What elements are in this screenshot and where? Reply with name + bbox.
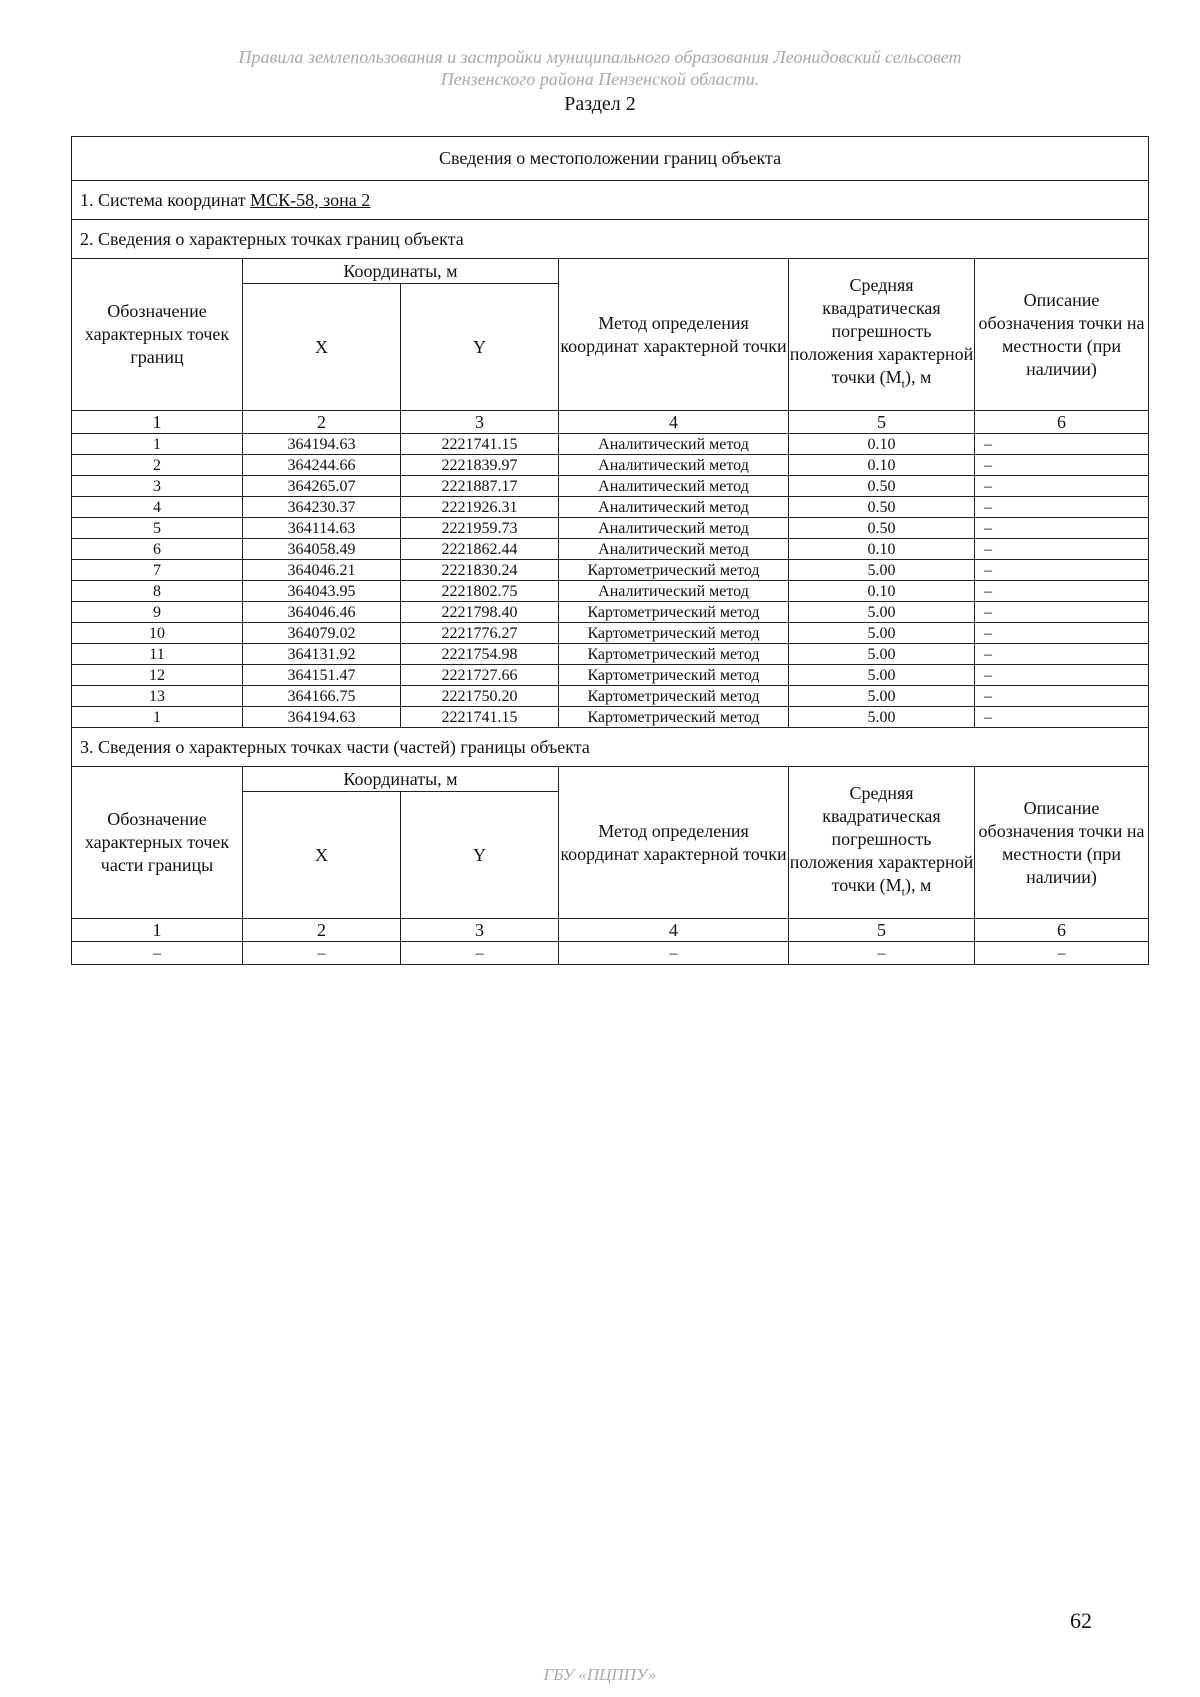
y-cell: 2221798.40 [401, 602, 559, 623]
y-cell: 2221741.15 [401, 434, 559, 455]
header-line-2: Пензенского района Пензенской области. [440, 69, 760, 89]
error-cell: 5.00 [789, 707, 975, 728]
error-cell: 5.00 [789, 665, 975, 686]
error-cell: 5.00 [789, 602, 975, 623]
error-cell: 0.50 [789, 497, 975, 518]
point-name-cell: 13 [72, 686, 243, 707]
points-section-title-row [72, 220, 1149, 259]
point-name-cell: 6 [72, 539, 243, 560]
part-header-error-unit: ), м [905, 874, 932, 895]
description-cell: – [975, 686, 1149, 707]
y-cell: 2221727.66 [401, 665, 559, 686]
method-cell: Аналитический метод [559, 539, 789, 560]
points-section-title: 2. Сведения о характерных точках границ объекта [72, 220, 1149, 259]
coord-system-label: 1. Система координат [80, 189, 251, 210]
part-header-error [789, 767, 975, 919]
point-name-cell: 2 [72, 455, 243, 476]
y-cell: 2221754.98 [401, 644, 559, 665]
table-title: Сведения о местоположении границ объекта [72, 137, 1149, 181]
y-cell: 2221959.73 [401, 518, 559, 539]
column-number-row [72, 411, 1149, 434]
point-name-cell: 10 [72, 623, 243, 644]
part-column-number: 4 [559, 919, 789, 942]
x-cell: 364151.47 [243, 665, 401, 686]
error-cell: – [789, 942, 975, 965]
part-header-x: X [243, 792, 401, 919]
description-cell: – [975, 644, 1149, 665]
error-cell: 0.10 [789, 581, 975, 602]
column-number: 2 [243, 411, 401, 434]
method-cell: Картометрический метод [559, 686, 789, 707]
x-cell: – [243, 942, 401, 965]
error-cell: 0.50 [789, 518, 975, 539]
header-method: Метод определения координат характерной точки [559, 259, 789, 411]
table-row [72, 665, 1149, 686]
table-row [72, 560, 1149, 581]
method-cell: Картометрический метод [559, 644, 789, 665]
header-line-1: Правила землепользования и застройки муниципального образования Леонидовский сельсовет [238, 47, 962, 67]
column-number: 3 [401, 411, 559, 434]
y-cell: 2221830.24 [401, 560, 559, 581]
method-cell: – [559, 942, 789, 965]
point-name-cell: – [72, 942, 243, 965]
table-row [72, 623, 1149, 644]
point-name-cell: 7 [72, 560, 243, 581]
method-cell: Картометрический метод [559, 665, 789, 686]
description-cell: – [975, 455, 1149, 476]
part-header-point-name: Обозначение характерных точек части границы [72, 767, 243, 919]
description-cell: – [975, 581, 1149, 602]
header-error-sub: t [901, 376, 906, 391]
point-name-cell: 8 [72, 581, 243, 602]
point-name-cell: 9 [72, 602, 243, 623]
description-cell: – [975, 518, 1149, 539]
part-header-error-main: Средняя квадратическая погрешность положения характерной точки (M [789, 782, 974, 895]
column-number: 5 [789, 411, 975, 434]
coord-system-cell [72, 181, 1149, 220]
x-cell: 364043.95 [243, 581, 401, 602]
x-cell: 364079.02 [243, 623, 401, 644]
part-column-number: 2 [243, 919, 401, 942]
y-cell: 2221887.17 [401, 476, 559, 497]
part-header-coordinates: Координаты, м [243, 767, 559, 792]
description-cell: – [975, 942, 1149, 965]
x-cell: 364230.37 [243, 497, 401, 518]
section-title: Раздел 2 [564, 93, 636, 115]
table-row [72, 497, 1149, 518]
x-cell: 364166.75 [243, 686, 401, 707]
header-y: Y [401, 284, 559, 411]
boundary-table [71, 136, 1149, 965]
header-error-main: Средняя квадратическая погрешность положения характерной точки (M [789, 274, 974, 387]
y-cell: 2221750.20 [401, 686, 559, 707]
error-cell: 0.10 [789, 455, 975, 476]
error-cell: 5.00 [789, 686, 975, 707]
method-cell: Аналитический метод [559, 434, 789, 455]
y-cell: 2221926.31 [401, 497, 559, 518]
part-section-title-row [72, 728, 1149, 767]
method-cell: Картометрический метод [559, 560, 789, 581]
description-cell: – [975, 434, 1149, 455]
y-cell: 2221776.27 [401, 623, 559, 644]
table-row [72, 686, 1149, 707]
part-table-row [72, 942, 1149, 965]
x-cell: 364046.21 [243, 560, 401, 581]
error-cell: 5.00 [789, 644, 975, 665]
x-cell: 364046.46 [243, 602, 401, 623]
column-number: 4 [559, 411, 789, 434]
y-cell: 2221862.44 [401, 539, 559, 560]
coord-system-value: МСК-58, зона 2 [250, 189, 371, 210]
method-cell: Аналитический метод [559, 581, 789, 602]
column-number: 6 [975, 411, 1149, 434]
table-row [72, 476, 1149, 497]
table-row [72, 455, 1149, 476]
header-error-unit: ), м [905, 366, 932, 387]
part-column-number: 5 [789, 919, 975, 942]
error-cell: 0.10 [789, 434, 975, 455]
table-row [72, 539, 1149, 560]
method-cell: Картометрический метод [559, 707, 789, 728]
point-name-cell: 12 [72, 665, 243, 686]
description-cell: – [975, 539, 1149, 560]
x-cell: 364058.49 [243, 539, 401, 560]
header-error [789, 259, 975, 411]
table-row [72, 602, 1149, 623]
header-row-1 [72, 259, 1149, 284]
y-cell: – [401, 942, 559, 965]
description-cell: – [975, 665, 1149, 686]
description-cell: – [975, 602, 1149, 623]
footer-organization: ГБУ «ПЦППУ» [543, 1665, 657, 1684]
column-number: 1 [72, 411, 243, 434]
description-cell: – [975, 560, 1149, 581]
point-name-cell: 11 [72, 644, 243, 665]
table-row [72, 581, 1149, 602]
part-header-method: Метод определения координат характерной точки [559, 767, 789, 919]
header-x: X [243, 284, 401, 411]
point-name-cell: 1 [72, 707, 243, 728]
coord-system-row [72, 181, 1149, 220]
part-section-title: 3. Сведения о характерных точках части (частей) границы объекта [72, 728, 1149, 767]
header-point-name: Обозначение характерных точек границ [72, 259, 243, 411]
method-cell: Аналитический метод [559, 518, 789, 539]
x-cell: 364194.63 [243, 707, 401, 728]
part-header-row-1 [72, 767, 1149, 792]
header-coordinates: Координаты, м [243, 259, 559, 284]
description-cell: – [975, 707, 1149, 728]
x-cell: 364265.07 [243, 476, 401, 497]
x-cell: 364244.66 [243, 455, 401, 476]
part-header-y: Y [401, 792, 559, 919]
point-name-cell: 3 [72, 476, 243, 497]
y-cell: 2221839.97 [401, 455, 559, 476]
document-header [0, 46, 1200, 90]
point-name-cell: 1 [72, 434, 243, 455]
header-description: Описание обозначения точки на местности (при наличии) [975, 259, 1149, 411]
part-points-body [72, 942, 1149, 965]
table-row [72, 518, 1149, 539]
description-cell: – [975, 623, 1149, 644]
error-cell: 0.10 [789, 539, 975, 560]
description-cell: – [975, 476, 1149, 497]
point-name-cell: 4 [72, 497, 243, 518]
part-column-number: 3 [401, 919, 559, 942]
error-cell: 5.00 [789, 623, 975, 644]
error-cell: 5.00 [789, 560, 975, 581]
part-header-description: Описание обозначения точки на местности (при наличии) [975, 767, 1149, 919]
table-row [72, 707, 1149, 728]
x-cell: 364194.63 [243, 434, 401, 455]
y-cell: 2221802.75 [401, 581, 559, 602]
part-header-error-sub: t [901, 884, 906, 899]
point-name-cell: 5 [72, 518, 243, 539]
method-cell: Аналитический метод [559, 476, 789, 497]
part-column-number: 1 [72, 919, 243, 942]
description-cell: – [975, 497, 1149, 518]
table-row [72, 434, 1149, 455]
page-number: 62 [1070, 1608, 1092, 1633]
table-title-row [72, 137, 1149, 181]
table-row [72, 644, 1149, 665]
x-cell: 364131.92 [243, 644, 401, 665]
x-cell: 364114.63 [243, 518, 401, 539]
part-column-number: 6 [975, 919, 1149, 942]
method-cell: Картометрический метод [559, 602, 789, 623]
part-column-number-row [72, 919, 1149, 942]
method-cell: Аналитический метод [559, 455, 789, 476]
points-body [72, 434, 1149, 728]
error-cell: 0.50 [789, 476, 975, 497]
y-cell: 2221741.15 [401, 707, 559, 728]
method-cell: Аналитический метод [559, 497, 789, 518]
method-cell: Картометрический метод [559, 623, 789, 644]
